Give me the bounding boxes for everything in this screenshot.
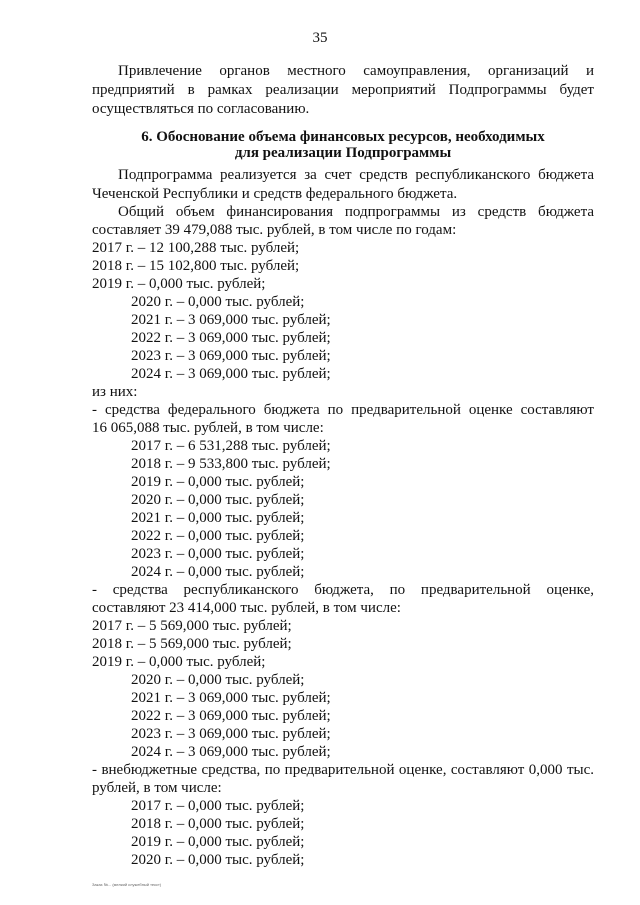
text-line: составляют 23 414,000 тыс. рублей, в том числе:: [92, 600, 401, 616]
text-line: 2020 г. – 0,000 тыс. рублей;: [131, 672, 305, 688]
text-line: 2020 г. – 0,000 тыс. рублей;: [131, 294, 305, 310]
page-footer-note: Заказ №... (мелкий служебный текст): [92, 882, 162, 887]
text-line: 2017 г. – 0,000 тыс. рублей;: [131, 798, 305, 814]
text-line: 2021 г. – 3 069,000 тыс. рублей;: [131, 312, 331, 328]
text-line: 2018 г. – 15 102,800 тыс. рублей;: [92, 258, 300, 274]
page-number: 35: [312, 30, 328, 46]
text-line: - средства федерального бюджета по предварительной оценке составляют: [92, 402, 594, 418]
text-line: для реализации Подпрограммы: [234, 145, 452, 161]
text-line: Чеченской Республики и средств федерального бюджета.: [92, 186, 458, 202]
text-line: из них:: [92, 384, 138, 400]
text-line: 2020 г. – 0,000 тыс. рублей;: [131, 492, 305, 508]
text-line: 6. Обоснование объема финансовых ресурсов, необходимых: [141, 129, 545, 145]
text-line: 2019 г. – 0,000 тыс. рублей;: [131, 474, 305, 490]
text-line: - внебюджетные средства, по предварительной оценке, составляют 0,000 тыс.: [92, 762, 594, 778]
text-line: 2023 г. – 3 069,000 тыс. рублей;: [131, 348, 331, 364]
text-line: 2018 г. – 0,000 тыс. рублей;: [131, 816, 305, 832]
text-line: рублей, в том числе:: [92, 780, 222, 796]
text-line: 2019 г. – 0,000 тыс. рублей;: [92, 276, 266, 292]
text-line: 2022 г. – 3 069,000 тыс. рублей;: [131, 330, 331, 346]
text-line: 2023 г. – 3 069,000 тыс. рублей;: [131, 726, 331, 742]
text-line: предприятий в рамках реализации мероприятий Подпрограммы будет: [92, 82, 594, 98]
text-line: 2022 г. – 0,000 тыс. рублей;: [131, 528, 305, 544]
text-line: 2023 г. – 0,000 тыс. рублей;: [131, 546, 305, 562]
text-line: 2021 г. – 0,000 тыс. рублей;: [131, 510, 305, 526]
text-line: 2017 г. – 6 531,288 тыс. рублей;: [131, 438, 331, 454]
text-line: Привлечение органов местного самоуправления, организаций и: [118, 63, 594, 79]
text-line: 2021 г. – 3 069,000 тыс. рублей;: [131, 690, 331, 706]
text-line: 2018 г. – 5 569,000 тыс. рублей;: [92, 636, 292, 652]
text-line: 2024 г. – 3 069,000 тыс. рублей;: [131, 366, 331, 382]
text-line: 2018 г. – 9 533,800 тыс. рублей;: [131, 456, 331, 472]
text-line: 2020 г. – 0,000 тыс. рублей;: [131, 852, 305, 868]
text-line: 2022 г. – 3 069,000 тыс. рублей;: [131, 708, 331, 724]
text-line: Подпрограмма реализуется за счет средств республиканского бюджета: [118, 167, 594, 183]
text-line: 2017 г. – 12 100,288 тыс. рублей;: [92, 240, 300, 256]
text-line: 2017 г. – 5 569,000 тыс. рублей;: [92, 618, 292, 634]
text-line: 2019 г. – 0,000 тыс. рублей;: [131, 834, 305, 850]
text-line: Общий объем финансирования подпрограммы из средств бюджета: [118, 204, 594, 220]
text-line: - средства республиканского бюджета, по предварительной оценке,: [92, 582, 594, 598]
text-line: 2024 г. – 3 069,000 тыс. рублей;: [131, 744, 331, 760]
text-line: 2024 г. – 0,000 тыс. рублей;: [131, 564, 305, 580]
text-line: осуществляться по согласованию.: [92, 101, 310, 117]
text-line: 16 065,088 тыс. рублей, в том числе:: [92, 420, 324, 436]
text-line: 2019 г. – 0,000 тыс. рублей;: [92, 654, 266, 670]
text-line: составляет 39 479,088 тыс. рублей, в том числе по годам:: [92, 222, 457, 238]
